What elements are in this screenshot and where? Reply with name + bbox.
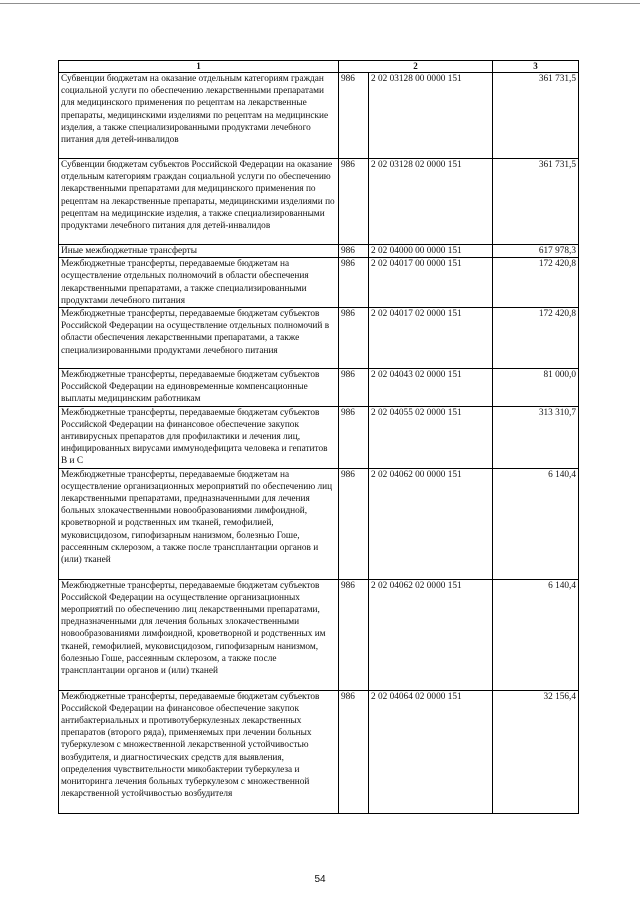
row-amount: 6 140,4	[493, 468, 579, 579]
row-description: Межбюджетные трансферты, передаваемые бюджетам на осуществление отдельных полномочий в области обеспечения лекарственными препаратами, а также специализированными продуктами лечебного питания	[59, 258, 339, 308]
row-admin-code: 986	[339, 258, 369, 308]
row-amount: 81 000,0	[493, 369, 579, 407]
row-amount: 313 310,7	[493, 406, 579, 468]
row-admin-code: 986	[339, 308, 369, 369]
row-amount: 617 978,3	[493, 245, 579, 258]
row-admin-code: 986	[339, 468, 369, 579]
row-admin-code: 986	[339, 73, 369, 159]
row-budget-code: 2 02 03128 00 0000 151	[369, 73, 493, 159]
row-admin-code: 986	[339, 406, 369, 468]
row-budget-code: 2 02 04055 02 0000 151	[369, 406, 493, 468]
row-admin-code: 986	[339, 159, 369, 245]
table-row	[59, 690, 579, 813]
budget-table	[58, 60, 579, 814]
table-row	[59, 245, 579, 258]
row-description: Межбюджетные трансферты, передаваемые бюджетам на осуществление организационных мероприятий по обеспечению лиц лекарственными препаратами, предназначенными для лечения больных злокачественными новообразованиями лимфоидной, кроветворной и родственных им тканей, гемофилией, муковисцидозом, гипофизарным нанизмом, болезнью Гоше, рассеянным склерозом, а также после трансплантации органов и (или) тканей	[59, 468, 339, 579]
row-budget-code: 2 02 04064 02 0000 151	[369, 690, 493, 813]
row-description: Межбюджетные трансферты, передаваемые бюджетам субъектов Российской Федерации на единовременные компенсационные выплаты медицинским работникам	[59, 369, 339, 407]
row-amount: 6 140,4	[493, 579, 579, 690]
table-row	[59, 369, 579, 407]
row-description: Иные межбюджетные трансферты	[59, 245, 339, 258]
row-admin-code: 986	[339, 690, 369, 813]
row-amount: 361 731,5	[493, 159, 579, 245]
table-row	[59, 579, 579, 690]
row-amount: 172 420,8	[493, 308, 579, 369]
table-row	[59, 73, 579, 159]
table-row	[59, 258, 579, 308]
page-top-edge	[0, 3, 640, 4]
row-description: Межбюджетные трансферты, передаваемые бюджетам субъектов Российской Федерации на финансовое обеспечение закупок антибактериальных и противотуберкулезных лекарственных препаратов (второго ряда), применяемых при лечении больных туберкулезом с множественной лекарственной устойчивостью возбудителя, и диагностических средств для выявления, определения чувствительности микобактерии туберкулеза и мониторинга лечения больных туберкулезом с множественной лекарственной устойчивостью возбудителя	[59, 690, 339, 813]
table-row	[59, 159, 579, 245]
table-row	[59, 308, 579, 369]
row-budget-code: 2 02 03128 02 0000 151	[369, 159, 493, 245]
row-description: Межбюджетные трансферты, передаваемые бюджетам субъектов Российской Федерации на финансовое обеспечение закупок антивирусных препаратов для профилактики и лечения лиц, инфицированных вирусами иммунодефицита человека и гепатитов В и С	[59, 406, 339, 468]
row-admin-code: 986	[339, 245, 369, 258]
page-number: 54	[314, 874, 326, 885]
header-row	[59, 61, 579, 73]
column-header-2: 2	[339, 61, 493, 73]
row-budget-code: 2 02 04000 00 0000 151	[369, 245, 493, 258]
row-description: Субвенции бюджетам на оказание отдельным категориям граждан социальной услуги по обеспечению лекарственными препаратами для медицинского применения по рецептам на лекарственные препараты, медицинскими изделиями по рецептам на медицинские изделия, а также специализированными продуктами лечебного питания для детей-инвалидов	[59, 73, 339, 159]
table-row	[59, 406, 579, 468]
row-budget-code: 2 02 04062 00 0000 151	[369, 468, 493, 579]
row-description: Межбюджетные трансферты, передаваемые бюджетам субъектов Российской Федерации на осуществление организационных мероприятий по обеспечению лиц лекарственными препаратами, предназначенными для лечения больных злокачественными новообразованиями лимфоидной, кроветворной и родственных им тканей, гемофилией, муковисцидозом, гипофизарным нанизмом, болезнью Гоше, рассеянным склерозом, а также после трансплантации органов и (или) тканей	[59, 579, 339, 690]
row-amount: 32 156,4	[493, 690, 579, 813]
row-description: Межбюджетные трансферты, передаваемые бюджетам субъектов Российской Федерации на осуществление отдельных полномочий в области обеспечения лекарственными препаратами, а также специализированными продуктами лечебного питания	[59, 308, 339, 369]
row-amount: 361 731,5	[493, 73, 579, 159]
table-row	[59, 468, 579, 579]
row-budget-code: 2 02 04062 02 0000 151	[369, 579, 493, 690]
column-header-3: 3	[493, 61, 579, 73]
row-budget-code: 2 02 04017 02 0000 151	[369, 308, 493, 369]
row-admin-code: 986	[339, 369, 369, 407]
column-header-1: 1	[59, 61, 339, 73]
row-budget-code: 2 02 04017 00 0000 151	[369, 258, 493, 308]
row-amount: 172 420,8	[493, 258, 579, 308]
row-description: Субвенции бюджетам субъектов Российской Федерации на оказание отдельным категориям граждан социальной услуги по обеспечению лекарственными препаратами для медицинского применения по рецептам на лекарственные препараты, медицинскими изделиями по рецептам на медицинские изделия, а также специализированными продуктами лечебного питания для детей-инвалидов	[59, 159, 339, 245]
row-budget-code: 2 02 04043 02 0000 151	[369, 369, 493, 407]
row-admin-code: 986	[339, 579, 369, 690]
